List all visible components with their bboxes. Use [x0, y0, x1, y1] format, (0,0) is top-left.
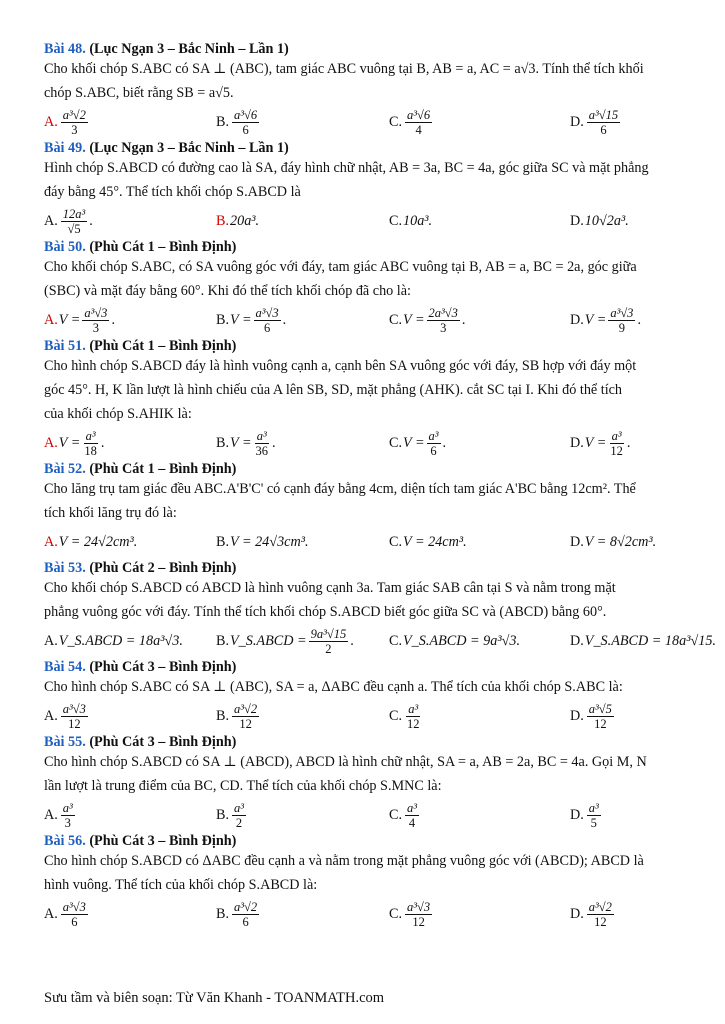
problem-stem-line: tích khối lăng trụ đó là:	[44, 505, 177, 521]
problem-stem-line: lần lượt là trung điểm của BC, CD. Thể tích của khối chóp S.MNC là:	[44, 778, 442, 794]
problem-number: Bài 52.	[44, 461, 86, 477]
problem-heading	[44, 734, 684, 750]
choice-label: C.	[389, 434, 403, 451]
choice-label: B.	[216, 533, 230, 550]
problem-stem-line: Cho lăng trụ tam giác đều ABC.A'B'C' có cạnh đáy bằng 4cm, diện tích tam giác A'BC bằng 12cm². Thể	[44, 481, 636, 497]
choice-label: A.	[44, 212, 58, 229]
answer-choices	[44, 303, 684, 337]
problem-block	[44, 560, 716, 658]
fraction	[232, 108, 259, 137]
problem-heading	[44, 140, 684, 156]
choice-text: V_S.ABCD = 18a³√3.	[58, 632, 183, 649]
choice-label: A.	[44, 632, 58, 649]
fraction-numerator: a³√6	[407, 107, 431, 122]
answer-choice	[216, 699, 261, 733]
answer-choice	[570, 525, 656, 559]
answer-choice	[570, 897, 616, 931]
fraction-numerator: a³√2	[234, 899, 258, 914]
fraction	[232, 702, 259, 731]
answer-choice	[570, 303, 641, 337]
answer-choices	[44, 624, 716, 658]
fraction	[82, 306, 109, 335]
answer-choice	[44, 798, 77, 832]
fraction	[405, 702, 422, 731]
problem-number: Bài 56.	[44, 833, 86, 849]
answer-choice	[389, 426, 446, 460]
fraction	[61, 108, 88, 137]
problem-block	[44, 41, 684, 139]
answer-choice	[44, 105, 90, 139]
choice-label: C.	[389, 806, 403, 823]
problem-number: Bài 53.	[44, 560, 86, 576]
fraction-denominator: 6	[263, 320, 271, 335]
choice-suffix: .	[89, 212, 93, 229]
choice-prefix: V =	[230, 311, 252, 328]
fraction-denominator: 2	[325, 641, 332, 656]
problem-stem-line: Cho hình chóp S.ABC có SA ⊥ (ABC), SA = a, ΔABC đều cạnh a. Thể tích của khối chóp S.ABC là:	[44, 679, 623, 695]
problem-heading	[44, 833, 684, 849]
answer-choice	[216, 426, 276, 460]
fraction	[254, 306, 281, 335]
fraction-numerator: a³√3	[62, 899, 86, 914]
problem-heading	[44, 239, 684, 255]
answer-choices	[44, 525, 684, 559]
choice-label: B.	[216, 212, 230, 229]
problem-number: Bài 54.	[44, 659, 86, 675]
choice-label: A.	[44, 311, 58, 328]
choice-label: B.	[216, 632, 230, 649]
choice-label: C.	[389, 707, 403, 724]
fraction-numerator: a³√2	[234, 701, 258, 716]
problem-heading	[44, 338, 684, 354]
problem-source: (Phù Cát 3 – Bình Định)	[89, 734, 237, 750]
choice-label: D.	[570, 905, 584, 922]
fraction-denominator: 2	[235, 815, 243, 830]
problem-stem-line: góc 45°. H, K lần lượt là hình chiếu của A lên SB, SD, mặt phẳng (AHK). cắt SC tại I. Khi đó thể tích	[44, 382, 623, 398]
answer-choice	[216, 624, 354, 658]
fraction	[61, 207, 88, 236]
fraction-numerator: a³√2	[588, 899, 612, 914]
page-footer: Sưu tầm và biên soạn: Từ Văn Khanh - TOANMATH.com	[44, 990, 385, 1006]
choice-label: A.	[44, 113, 58, 130]
choice-label: B.	[216, 806, 230, 823]
problem-source: (Lục Ngạn 3 – Bắc Ninh – Lần 1)	[89, 41, 289, 57]
choice-prefix: V =	[58, 311, 81, 328]
answer-choice	[389, 798, 421, 832]
choice-label: D.	[570, 113, 584, 130]
answer-choice	[44, 204, 93, 238]
fraction-denominator: 12	[594, 716, 607, 731]
problem-block	[44, 338, 684, 460]
answer-choice	[216, 105, 261, 139]
fraction-numerator: a³	[256, 428, 267, 443]
fraction-numerator: a³√3	[84, 305, 108, 320]
fraction-numerator: 9a³√15	[310, 626, 347, 641]
fraction-denominator: 3	[64, 815, 71, 830]
choice-label: D.	[570, 632, 584, 649]
choice-prefix: V =	[230, 434, 252, 451]
fraction-denominator: 4	[415, 122, 422, 137]
fraction-denominator: 9	[618, 320, 625, 335]
problem-stem-line: hình vuông. Thể tích của khối chóp S.ABCD là:	[44, 877, 318, 893]
problem-source: (Phù Cát 1 – Bình Định)	[89, 338, 237, 354]
choice-suffix: .	[461, 311, 466, 328]
fraction	[309, 627, 349, 656]
problem-block	[44, 239, 684, 337]
problem-heading	[44, 41, 684, 57]
answer-choice	[389, 699, 424, 733]
choice-suffix: .	[282, 311, 287, 328]
fraction-denominator: 12	[412, 914, 425, 929]
problem-stem-line: chóp S.ABC, biết rằng SB = a√5.	[44, 85, 234, 101]
choice-suffix: .	[111, 311, 115, 328]
choice-suffix: .	[272, 434, 276, 451]
fraction	[587, 702, 614, 731]
problem-stem-line: Cho hình chóp S.ABCD có ΔABC đều cạnh a và nằm trong mặt phẳng vuông góc với (ABCD); ABCD là	[44, 853, 644, 869]
answer-choice	[570, 624, 716, 658]
problem-stem-line: Cho khối chóp S.ABC, có SA vuông góc với đáy, tam giác ABC vuông tại B, AB = a, BC = 2a, góc giữa	[44, 259, 637, 275]
fraction-denominator: 5	[590, 815, 597, 830]
choice-label: D.	[570, 311, 584, 328]
answer-choice	[44, 624, 183, 658]
answer-choice	[389, 204, 432, 238]
answer-choice	[570, 105, 622, 139]
choice-label: B.	[216, 311, 230, 328]
answer-choice	[389, 105, 434, 139]
problem-number: Bài 49.	[44, 140, 86, 156]
fraction	[587, 900, 614, 929]
fraction-denominator: 3	[71, 122, 78, 137]
problem-number: Bài 51.	[44, 338, 86, 354]
choice-prefix: V_S.ABCD =	[230, 632, 307, 649]
answer-choice	[570, 426, 630, 460]
fraction-numerator: a³	[408, 701, 419, 716]
answer-choices	[44, 699, 684, 733]
problem-stem-line: Cho khối chóp S.ABCD có ABCD là hình vuông cạnh 3a. Tam giác SAB cân tại S và nằm trong mặt	[44, 580, 616, 596]
fraction-denominator: 12	[594, 914, 607, 929]
problem-stem-line: đáy bằng 45°. Thể tích khối chóp S.ABCD là	[44, 184, 301, 200]
answer-choices	[44, 105, 684, 139]
choice-text: V = 24√3cm³.	[230, 533, 309, 550]
answer-choice	[44, 699, 90, 733]
problem-block	[44, 140, 684, 238]
answer-choices	[44, 798, 684, 832]
problem-source: (Lục Ngạn 3 – Bắc Ninh – Lần 1)	[89, 140, 289, 156]
choice-label: B.	[216, 905, 230, 922]
fraction	[608, 306, 635, 335]
fraction-numerator: a³	[428, 428, 439, 443]
fraction	[587, 801, 601, 830]
answer-choice	[389, 525, 467, 559]
fraction-numerator: a³√5	[588, 701, 612, 716]
choice-text: 10√2a³.	[584, 212, 629, 229]
fraction-denominator: 3	[92, 320, 99, 335]
choice-text: V = 8√2cm³.	[584, 533, 657, 550]
answer-choice	[44, 426, 104, 460]
fraction-denominator: √5	[67, 221, 81, 236]
problem-source: (Phù Cát 3 – Bình Định)	[89, 833, 237, 849]
answer-choice	[570, 204, 629, 238]
answer-choice	[389, 897, 434, 931]
problem-source: (Phù Cát 1 – Bình Định)	[89, 461, 237, 477]
choice-suffix: .	[637, 311, 641, 328]
choice-prefix: V =	[584, 311, 607, 328]
fraction-numerator: a³	[611, 428, 622, 443]
problem-list	[44, 40, 716, 931]
fraction-numerator: a³√3	[610, 305, 634, 320]
choice-label: A.	[44, 905, 58, 922]
choice-text: V = 24√2cm³.	[58, 533, 138, 550]
choice-text: 20a³.	[230, 212, 260, 229]
answer-choice	[389, 303, 465, 337]
problem-stem-line: Cho hình chóp S.ABCD đáy là hình vuông cạnh a, cạnh bên SA vuông góc với đáy, SB hợp với đáy một	[44, 358, 637, 374]
fraction-denominator: 36	[255, 443, 269, 458]
choice-label: B.	[216, 113, 230, 130]
choice-label: C.	[389, 311, 403, 328]
answer-choices	[44, 204, 684, 238]
fraction	[254, 429, 271, 458]
problem-heading	[44, 560, 684, 576]
fraction-numerator: a³√15	[588, 107, 619, 122]
fraction	[405, 900, 432, 929]
choice-text: V_S.ABCD = 18a³√15.	[584, 632, 716, 649]
choice-prefix: V =	[584, 434, 607, 451]
choice-label: A.	[44, 434, 58, 451]
fraction-numerator: 2a³√3	[428, 305, 458, 320]
fraction-numerator: a³√3	[255, 305, 279, 320]
choice-text: V_S.ABCD = 9a³√3.	[403, 632, 520, 649]
answer-choice	[570, 798, 603, 832]
fraction-denominator: 4	[408, 815, 416, 830]
choice-suffix: .	[626, 434, 631, 451]
problem-source: (Phù Cát 2 – Bình Định)	[89, 560, 237, 576]
problem-block	[44, 461, 684, 559]
problem-block	[44, 833, 684, 931]
choice-label: D.	[570, 434, 584, 451]
fraction	[427, 429, 441, 458]
choice-text: 10a³.	[403, 212, 433, 229]
answer-choice	[44, 897, 90, 931]
fraction-numerator: a³	[588, 800, 599, 815]
choice-label: A.	[44, 533, 58, 550]
choice-label: D.	[570, 707, 584, 724]
problem-stem-line: của khối chóp S.AHIK là:	[44, 406, 192, 422]
fraction-denominator: 6	[430, 443, 437, 458]
fraction-numerator: 12a³	[62, 206, 86, 221]
problem-heading	[44, 659, 684, 675]
fraction-numerator: a³√6	[234, 107, 258, 122]
choice-label: C.	[389, 113, 403, 130]
problem-block	[44, 659, 684, 733]
choice-label: C.	[389, 632, 403, 649]
fraction	[587, 108, 620, 137]
choice-label: D.	[570, 212, 584, 229]
fraction-numerator: a³	[407, 800, 418, 815]
answer-choice	[216, 798, 248, 832]
problem-block	[44, 734, 684, 832]
fraction	[61, 702, 88, 731]
fraction	[427, 306, 460, 335]
fraction-denominator: 18	[84, 443, 97, 458]
problem-number: Bài 48.	[44, 41, 86, 57]
fraction	[405, 801, 419, 830]
answer-choice	[216, 204, 259, 238]
answer-choice	[389, 624, 520, 658]
problem-number: Bài 50.	[44, 239, 86, 255]
fraction-denominator: 12	[610, 443, 623, 458]
choice-text: V = 24cm³.	[403, 533, 467, 550]
answer-choice	[216, 303, 286, 337]
fraction-denominator: 12	[407, 716, 420, 731]
answer-choice	[216, 525, 309, 559]
choice-label: B.	[216, 434, 230, 451]
choice-label: C.	[389, 212, 403, 229]
problem-number: Bài 55.	[44, 734, 86, 750]
fraction	[608, 429, 625, 458]
problem-source: (Phù Cát 1 – Bình Định)	[89, 239, 237, 255]
choice-prefix: V =	[403, 311, 425, 328]
problem-stem-line: Cho hình chóp S.ABCD có SA ⊥ (ABCD), ABCD là hình chữ nhật, SA = a, AB = 2a, BC = 4a. Gọi M, N	[44, 754, 647, 770]
choice-label: C.	[389, 533, 403, 550]
choice-label: B.	[216, 707, 230, 724]
problem-stem-line: Cho khối chóp S.ABC có SA ⊥ (ABC), tam giác ABC vuông tại B, AB = a, AC = a√3. Tính thể tích khối	[44, 61, 644, 77]
fraction-denominator: 6	[71, 914, 78, 929]
fraction-numerator: a³√3	[407, 899, 431, 914]
choice-suffix: .	[350, 632, 354, 649]
answer-choice	[570, 699, 616, 733]
choice-label: A.	[44, 707, 58, 724]
problem-stem-line: Hình chóp S.ABCD có đường cao là SA, đáy hình chữ nhật, AB = 3a, BC = 4a, góc giữa SC và mặt phẳng	[44, 160, 649, 176]
choice-label: A.	[44, 806, 58, 823]
fraction-denominator: 6	[600, 122, 607, 137]
problem-stem-line: phẳng vuông góc với đáy. Tính thể tích khối chóp S.ABCD biết góc giữa SC và (ABCD) bằng 60°.	[44, 604, 607, 620]
fraction	[61, 900, 88, 929]
choice-prefix: V =	[403, 434, 425, 451]
choice-suffix: .	[100, 434, 105, 451]
choice-label: D.	[570, 533, 584, 550]
fraction-denominator: 12	[68, 716, 81, 731]
choice-label: C.	[389, 905, 403, 922]
fraction	[82, 429, 99, 458]
fraction	[405, 108, 432, 137]
problem-source: (Phù Cát 3 – Bình Định)	[89, 659, 237, 675]
fraction-denominator: 12	[239, 716, 252, 731]
fraction-numerator: a³	[234, 800, 245, 815]
fraction-numerator: a³√3	[62, 701, 86, 716]
problem-heading	[44, 461, 684, 477]
fraction-denominator: 6	[242, 914, 249, 929]
choice-prefix: V =	[58, 434, 81, 451]
answer-choices	[44, 897, 684, 931]
answer-choice	[44, 525, 137, 559]
fraction	[61, 801, 75, 830]
fraction-denominator: 6	[242, 122, 249, 137]
answer-choices	[44, 426, 684, 460]
fraction-denominator: 3	[440, 320, 447, 335]
fraction-numerator: a³√2	[62, 107, 86, 122]
answer-choice	[216, 897, 261, 931]
answer-choice	[44, 303, 115, 337]
choice-label: D.	[570, 806, 584, 823]
fraction	[232, 900, 259, 929]
problem-stem-line: (SBC) và mặt đáy bằng 60°. Khi đó thể tích khối chóp đã cho là:	[44, 283, 411, 299]
fraction	[232, 801, 246, 830]
choice-suffix: .	[442, 434, 447, 451]
fraction-numerator: a³	[85, 428, 96, 443]
fraction-numerator: a³	[62, 800, 73, 815]
